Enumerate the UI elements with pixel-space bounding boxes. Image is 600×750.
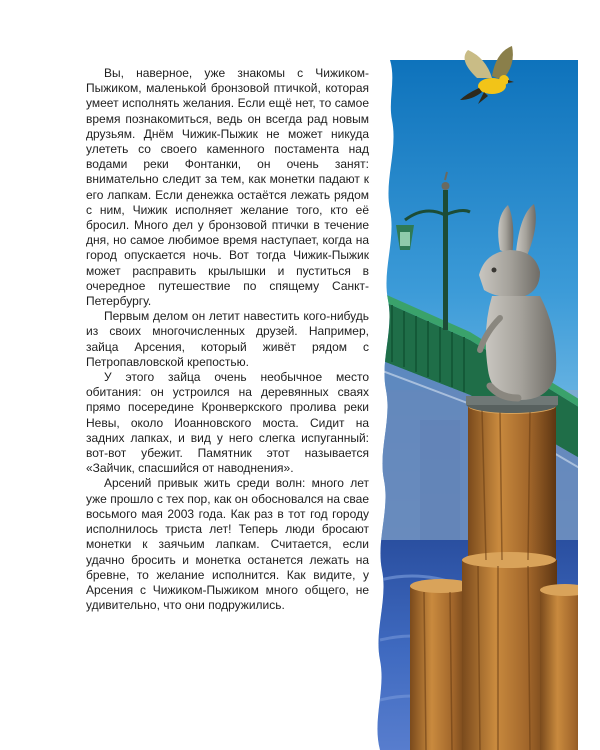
- paragraph: Вы, наверное, уже знакомы с Чижиком-Пыжиком, маленькой бронзовой птичкой, которая умеет исполнять желания. Если ещё нет, то самое время познакомиться, ведь он всегда рад новым друзьям. Днём Чижик-Пыжик не может никуда улететь со своего каменного постамента над водами реки Фонтанки, он очень занят: внимательно следит за тем, как монетки падают к его лапкам. Если денежка остаётся лежать рядом с ним, Чижик исполняет желание того, кто её бросил. Много дел у бронзовой птички в течение дня, но самое любимое время наступает, когда на город опускается ночь. Вот тогда Чижик-Пыжик может расправить крылышки и пуститься в очередное путешествие по спящему Санкт-Петербургу.: [86, 66, 369, 309]
- paragraph: Первым делом он летит навестить кого-нибудь из своих многочисленных друзей. Например, зайца Арсения, который живёт рядом с Петропавловской крепостью.: [86, 309, 369, 369]
- story-text: [86, 66, 369, 613]
- paragraph: У этого зайца очень необычное место обитания: он устроился на деревянных сваях прямо посередине Кронверкского пролива реки Невы, около Иоанновского моста. Сидит на задних лапках, и вид у него слегка испуганный: вот-вот убежит. Памятник этот называется «Зайчик, спасшийся от наводнения».: [86, 370, 369, 476]
- paragraph: Арсений привык жить среди волн: много лет уже прошло с тех пор, как он обосновался на свае восьмого мая 2003 года. Как раз в тот год городу исполнилось триста лет! Теперь люди бросают монетки к заячьим лапкам. Считается, если удачно бросить и монетка останется лежать на бревне, то желание исполнится. Как видите, у Арсения с Чижиком-Пыжиком много общего, не удивительно, что они подружились.: [86, 476, 369, 613]
- night-scene: [370, 40, 600, 750]
